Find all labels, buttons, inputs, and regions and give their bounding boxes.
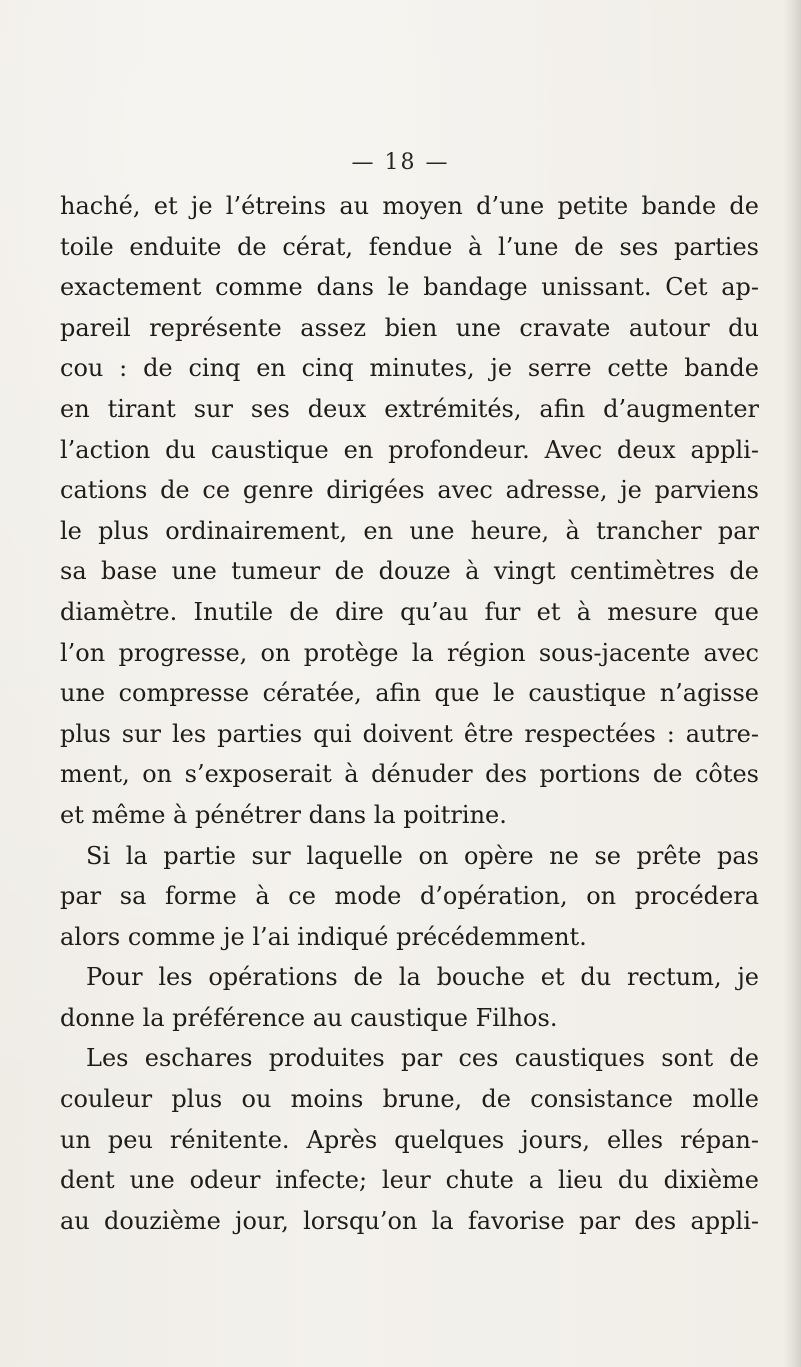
text-line: diamètre. Inutile de dire qu’au fur et à mesure que bbox=[60, 597, 759, 626]
text-line: couleur plus ou moins brune, de consistance molle bbox=[60, 1085, 759, 1114]
text-line: cou : de cinq en cinq minutes, je serre cette bande bbox=[60, 354, 759, 383]
text-line: pareil représente assez bien une cravate autour du bbox=[60, 313, 759, 342]
text-line: l’action du caustique en profondeur. Avec deux appli- bbox=[60, 435, 759, 464]
text-line: donne la préférence au caustique Filhos. bbox=[60, 1003, 558, 1032]
body-text bbox=[60, 186, 759, 1241]
text-line: plus sur les parties qui doivent être respectées : autre- bbox=[60, 719, 759, 748]
text-line: Les eschares produites par ces caustiques sont de bbox=[86, 1044, 759, 1073]
text-line: et même à pénétrer dans la poitrine. bbox=[60, 800, 507, 829]
text-line: au douzième jour, lorsqu’on la favorise par des appli- bbox=[60, 1206, 759, 1235]
text-line: alors comme je l’ai indiqué précédemment. bbox=[60, 922, 587, 951]
text-line: par sa forme à ce mode d’opération, on procédera bbox=[60, 882, 759, 911]
text-line: toile enduite de cérat, fendue à l’une de ses parties bbox=[60, 232, 759, 261]
text-line: un peu rénitente. Après quelques jours, elles répan- bbox=[60, 1125, 759, 1154]
text-line: exactement comme dans le bandage unissant. Cet ap- bbox=[60, 273, 759, 302]
text-line: cations de ce genre dirigées avec adresse, je parviens bbox=[60, 476, 759, 505]
page-edge-shadow bbox=[783, 0, 801, 1367]
text-line: dent une odeur infecte; leur chute a lieu du dixième bbox=[60, 1166, 759, 1195]
text-line: sa base une tumeur de douze à vingt centimètres de bbox=[60, 557, 759, 586]
text-line: une compresse cératée, afin que le caustique n’agisse bbox=[60, 679, 759, 708]
text-line: ment, on s’exposerait à dénuder des portions de côtes bbox=[60, 760, 759, 789]
page-number: — 18 — bbox=[351, 150, 450, 175]
text-line: haché, et je l’étreins au moyen d’une petite bande de bbox=[60, 192, 759, 220]
text-line: Si la partie sur laquelle on opère ne se prête pas bbox=[86, 841, 759, 870]
text-line: l’on progresse, on protège la région sous-jacente avec bbox=[60, 638, 759, 667]
text-line: en tirant sur ses deux extrémités, afin d’augmenter bbox=[60, 394, 759, 423]
text-line: le plus ordinairement, en une heure, à trancher par bbox=[60, 516, 759, 545]
text-line: Pour les opérations de la bouche et du rectum, je bbox=[86, 963, 759, 992]
